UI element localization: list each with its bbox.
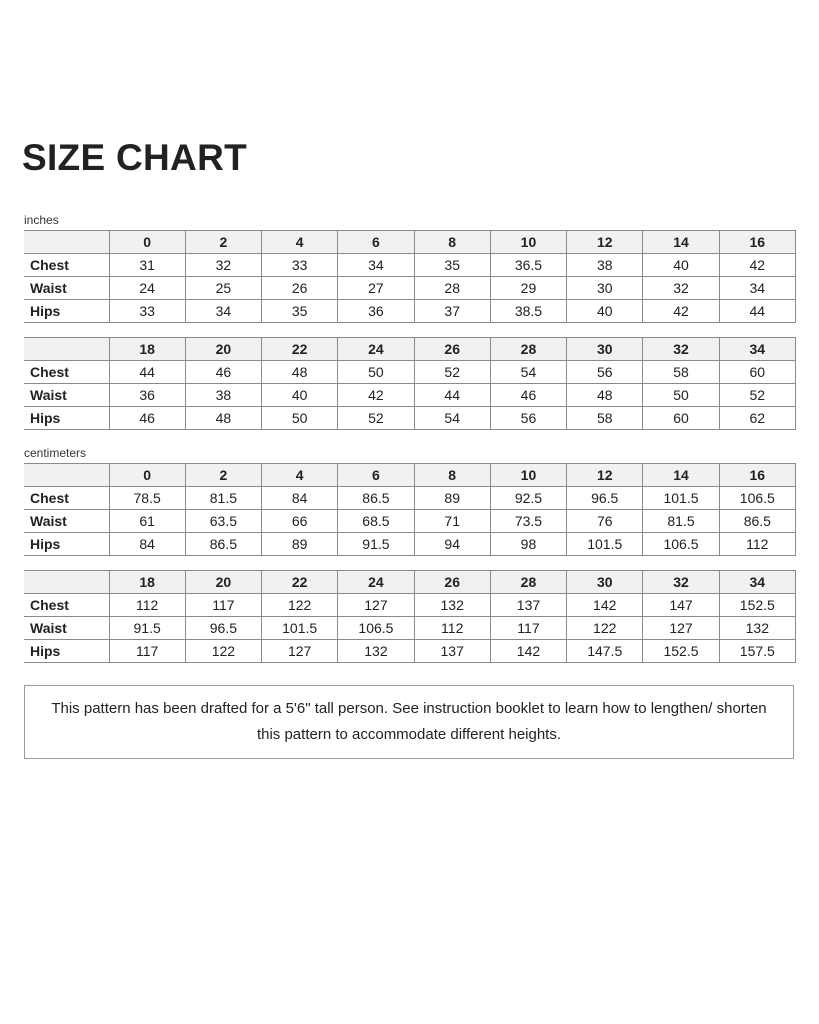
measurement-cell: 50 — [262, 407, 338, 430]
size-header-cell: 34 — [719, 571, 795, 594]
measurement-cell: 112 — [414, 617, 490, 640]
measurement-cell: 81.5 — [643, 510, 719, 533]
size-header-cell: 2 — [185, 464, 261, 487]
measurement-cell: 42 — [643, 300, 719, 323]
size-header-cell: 16 — [719, 464, 795, 487]
size-header-cell: 20 — [185, 338, 261, 361]
measurement-cell: 33 — [262, 254, 338, 277]
measurement-cell: 66 — [262, 510, 338, 533]
size-table-inches-1 — [24, 230, 796, 323]
measurement-cell: 152.5 — [719, 594, 795, 617]
measurement-cell: 63.5 — [185, 510, 261, 533]
measurement-cell: 117 — [490, 617, 566, 640]
size-header-cell: 26 — [414, 571, 490, 594]
measurement-cell: 29 — [490, 277, 566, 300]
measurement-cell: 56 — [567, 361, 643, 384]
measurement-cell: 56 — [490, 407, 566, 430]
unit-label-inches: inches — [24, 213, 59, 227]
measurement-cell: 68.5 — [338, 510, 414, 533]
measurement-cell: 46 — [490, 384, 566, 407]
size-header-cell: 6 — [338, 464, 414, 487]
size-header-cell: 28 — [490, 338, 566, 361]
size-header-cell: 0 — [109, 464, 185, 487]
table-row-waist — [24, 277, 796, 300]
measurement-cell: 127 — [643, 617, 719, 640]
measurement-cell: 34 — [185, 300, 261, 323]
measurement-cell: 86.5 — [338, 487, 414, 510]
size-header-row — [24, 571, 796, 594]
measurement-cell: 73.5 — [490, 510, 566, 533]
table-row-waist — [24, 510, 796, 533]
measurement-cell: 76 — [567, 510, 643, 533]
measurement-cell: 132 — [338, 640, 414, 663]
measurement-cell: 127 — [338, 594, 414, 617]
measurement-cell: 46 — [109, 407, 185, 430]
unit-label-centimeters: centimeters — [24, 446, 87, 460]
header-corner-cell — [24, 231, 109, 254]
measurement-cell: 24 — [109, 277, 185, 300]
size-header-cell: 30 — [567, 338, 643, 361]
measurement-cell: 71 — [414, 510, 490, 533]
measurement-cell: 28 — [414, 277, 490, 300]
measurement-cell: 152.5 — [643, 640, 719, 663]
measurement-cell: 26 — [262, 277, 338, 300]
size-header-cell: 10 — [490, 231, 566, 254]
measurement-cell: 40 — [567, 300, 643, 323]
size-header-cell: 22 — [262, 338, 338, 361]
size-header-row — [24, 464, 796, 487]
measurement-cell: 96.5 — [185, 617, 261, 640]
measurement-cell: 157.5 — [719, 640, 795, 663]
measurement-cell: 38.5 — [490, 300, 566, 323]
size-header-cell: 12 — [567, 231, 643, 254]
size-header-cell: 4 — [262, 464, 338, 487]
measurement-cell: 25 — [185, 277, 261, 300]
row-label: Waist — [24, 510, 109, 533]
row-label: Chest — [24, 594, 109, 617]
measurement-cell: 132 — [719, 617, 795, 640]
measurement-cell: 30 — [567, 277, 643, 300]
measurement-cell: 50 — [643, 384, 719, 407]
table-row-chest — [24, 361, 796, 384]
header-corner-cell — [24, 464, 109, 487]
table-row-hips — [24, 640, 796, 663]
measurement-cell: 78.5 — [109, 487, 185, 510]
measurement-cell: 91.5 — [338, 533, 414, 556]
size-header-cell: 18 — [109, 571, 185, 594]
measurement-cell: 106.5 — [719, 487, 795, 510]
size-header-cell: 24 — [338, 571, 414, 594]
size-header-cell: 14 — [643, 231, 719, 254]
size-header-cell: 34 — [719, 338, 795, 361]
measurement-cell: 132 — [414, 594, 490, 617]
row-label: Waist — [24, 617, 109, 640]
measurement-cell: 94 — [414, 533, 490, 556]
size-header-cell: 0 — [109, 231, 185, 254]
measurement-cell: 44 — [109, 361, 185, 384]
measurement-cell: 38 — [567, 254, 643, 277]
row-label: Chest — [24, 487, 109, 510]
size-header-cell: 28 — [490, 571, 566, 594]
row-label: Chest — [24, 361, 109, 384]
measurement-cell: 101.5 — [643, 487, 719, 510]
measurement-cell: 32 — [643, 277, 719, 300]
measurement-cell: 34 — [719, 277, 795, 300]
measurement-cell: 46 — [185, 361, 261, 384]
measurement-cell: 27 — [338, 277, 414, 300]
measurement-cell: 38 — [185, 384, 261, 407]
measurement-cell: 147 — [643, 594, 719, 617]
measurement-cell: 96.5 — [567, 487, 643, 510]
table-row-chest — [24, 487, 796, 510]
row-label: Hips — [24, 640, 109, 663]
measurement-cell: 32 — [185, 254, 261, 277]
measurement-cell: 35 — [262, 300, 338, 323]
measurement-cell: 44 — [719, 300, 795, 323]
measurement-cell: 117 — [109, 640, 185, 663]
note-text: This pattern has been drafted for a 5'6" tall person. See instruction booklet to learn how to lengthen/ shorten this pattern to accommodate different heights. — [51, 700, 767, 743]
size-header-cell: 18 — [109, 338, 185, 361]
measurement-cell: 60 — [719, 361, 795, 384]
measurement-cell: 84 — [109, 533, 185, 556]
size-header-cell: 2 — [185, 231, 261, 254]
measurement-cell: 137 — [414, 640, 490, 663]
measurement-cell: 33 — [109, 300, 185, 323]
measurement-cell: 98 — [490, 533, 566, 556]
measurement-cell: 117 — [185, 594, 261, 617]
measurement-cell: 147.5 — [567, 640, 643, 663]
row-label: Waist — [24, 277, 109, 300]
measurement-cell: 58 — [643, 361, 719, 384]
size-header-cell: 14 — [643, 464, 719, 487]
table-row-waist — [24, 617, 796, 640]
table-row-hips — [24, 407, 796, 430]
measurement-cell: 42 — [719, 254, 795, 277]
measurement-cell: 142 — [567, 594, 643, 617]
measurement-cell: 106.5 — [338, 617, 414, 640]
table-row-waist — [24, 384, 796, 407]
measurement-cell: 127 — [262, 640, 338, 663]
size-header-cell: 22 — [262, 571, 338, 594]
size-header-cell: 30 — [567, 571, 643, 594]
size-table-inches-2 — [24, 337, 796, 430]
measurement-cell: 50 — [338, 361, 414, 384]
size-header-cell: 8 — [414, 231, 490, 254]
table-row-hips — [24, 300, 796, 323]
measurement-cell: 91.5 — [109, 617, 185, 640]
measurement-cell: 62 — [719, 407, 795, 430]
measurement-cell: 142 — [490, 640, 566, 663]
header-corner-cell — [24, 571, 109, 594]
measurement-cell: 61 — [109, 510, 185, 533]
measurement-cell: 52 — [719, 384, 795, 407]
measurement-cell: 48 — [567, 384, 643, 407]
measurement-cell: 122 — [567, 617, 643, 640]
size-header-cell: 32 — [643, 338, 719, 361]
measurement-cell: 36 — [338, 300, 414, 323]
measurement-cell: 54 — [414, 407, 490, 430]
row-label: Hips — [24, 533, 109, 556]
measurement-cell: 86.5 — [185, 533, 261, 556]
size-header-row — [24, 231, 796, 254]
measurement-cell: 84 — [262, 487, 338, 510]
row-label: Waist — [24, 384, 109, 407]
size-header-cell: 4 — [262, 231, 338, 254]
size-header-cell: 24 — [338, 338, 414, 361]
measurement-cell: 81.5 — [185, 487, 261, 510]
size-table-centimeters-2 — [24, 570, 796, 663]
measurement-cell: 58 — [567, 407, 643, 430]
measurement-cell: 60 — [643, 407, 719, 430]
size-header-cell: 32 — [643, 571, 719, 594]
measurement-cell: 48 — [262, 361, 338, 384]
size-header-cell: 12 — [567, 464, 643, 487]
measurement-cell: 44 — [414, 384, 490, 407]
measurement-cell: 122 — [262, 594, 338, 617]
measurement-cell: 89 — [262, 533, 338, 556]
row-label: Hips — [24, 300, 109, 323]
measurement-cell: 52 — [414, 361, 490, 384]
measurement-cell: 101.5 — [262, 617, 338, 640]
size-header-cell: 8 — [414, 464, 490, 487]
measurement-cell: 48 — [185, 407, 261, 430]
measurement-cell: 112 — [109, 594, 185, 617]
measurement-cell: 37 — [414, 300, 490, 323]
measurement-cell: 106.5 — [643, 533, 719, 556]
row-label: Hips — [24, 407, 109, 430]
measurement-cell: 34 — [338, 254, 414, 277]
size-table-centimeters-1 — [24, 463, 796, 556]
measurement-cell: 137 — [490, 594, 566, 617]
size-header-cell: 26 — [414, 338, 490, 361]
measurement-cell: 92.5 — [490, 487, 566, 510]
measurement-cell: 35 — [414, 254, 490, 277]
measurement-cell: 52 — [338, 407, 414, 430]
table-row-chest — [24, 594, 796, 617]
measurement-cell: 112 — [719, 533, 795, 556]
measurement-cell: 40 — [262, 384, 338, 407]
size-header-cell: 20 — [185, 571, 261, 594]
measurement-cell: 40 — [643, 254, 719, 277]
measurement-cell: 36 — [109, 384, 185, 407]
size-header-cell: 16 — [719, 231, 795, 254]
size-header-row — [24, 338, 796, 361]
measurement-cell: 89 — [414, 487, 490, 510]
measurement-cell: 31 — [109, 254, 185, 277]
note-box — [24, 685, 794, 759]
table-row-hips — [24, 533, 796, 556]
measurement-cell: 36.5 — [490, 254, 566, 277]
size-header-cell: 10 — [490, 464, 566, 487]
header-corner-cell — [24, 338, 109, 361]
measurement-cell: 122 — [185, 640, 261, 663]
page-title: SIZE CHART — [22, 137, 247, 178]
table-row-chest — [24, 254, 796, 277]
measurement-cell: 101.5 — [567, 533, 643, 556]
measurement-cell: 86.5 — [719, 510, 795, 533]
measurement-cell: 54 — [490, 361, 566, 384]
row-label: Chest — [24, 254, 109, 277]
measurement-cell: 42 — [338, 384, 414, 407]
size-header-cell: 6 — [338, 231, 414, 254]
